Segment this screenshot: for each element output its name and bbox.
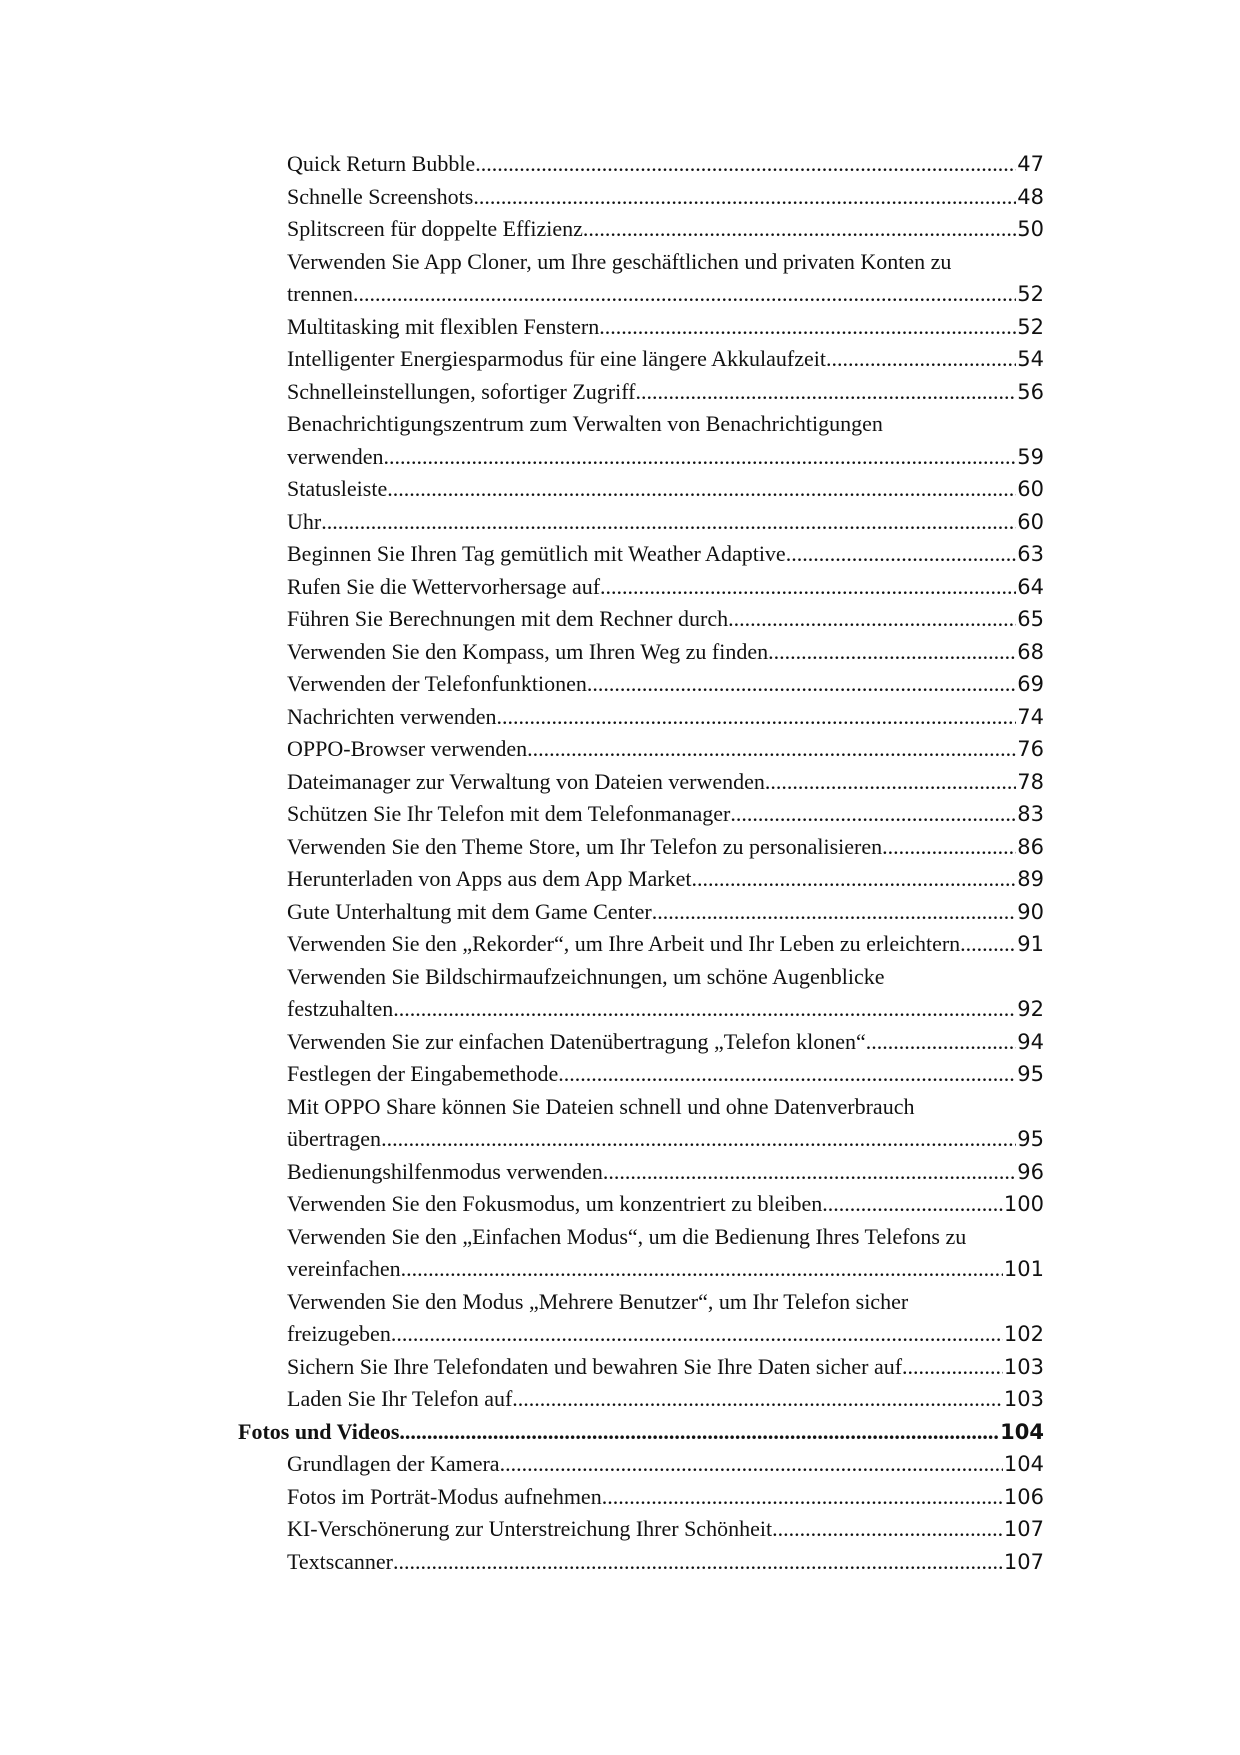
toc-page-number: 60: [1017, 477, 1044, 501]
toc-entry[interactable]: [287, 1026, 1044, 1059]
toc-entry-title: Splitscreen für doppelte Effizienz: [287, 216, 583, 241]
toc-page-number: 74: [1017, 704, 1044, 729]
toc-entry-title: Grundlagen der Kamera: [287, 1451, 500, 1476]
toc-entry-title: Intelligenter Energiesparmodus für eine längere Akkulaufzeit: [287, 346, 826, 371]
toc-entry-title: Quick Return Bubble: [287, 151, 476, 176]
toc-entry-title: Statusleiste: [287, 476, 388, 501]
dot-leader: [384, 441, 1017, 474]
toc-entry-title: Sichern Sie Ihre Telefondaten und bewahren Sie Ihre Daten sicher auf: [287, 1353, 903, 1379]
toc-entry-title: Verwenden Sie den „Rekorder“, um Ihre Arbeit und Ihr Leben zu erleichtern: [287, 931, 961, 956]
toc-entry-title: Nachrichten verwenden: [287, 703, 497, 729]
toc-page-number: 106: [1003, 1484, 1044, 1509]
toc-page-number: 48: [1017, 184, 1044, 209]
toc-entry[interactable]: [287, 701, 1044, 734]
toc-entry[interactable]: [287, 636, 1044, 669]
dot-leader: [730, 798, 1016, 831]
toc-entry-title: Verwenden Sie zur einfachen Datenübertragung „Telefon klonen“: [287, 1028, 866, 1054]
toc-page-number: 52: [1017, 314, 1044, 339]
toc-page-number: 56: [1017, 379, 1044, 404]
toc-entry-title: Bedienungshilfenmodus verwenden: [287, 1158, 603, 1184]
toc-page-number: 107: [1003, 1549, 1044, 1574]
toc-entry[interactable]: [287, 311, 1044, 344]
toc-page-number: 47: [1017, 152, 1044, 176]
toc-entry-title: Rufen Sie die Wettervorhersage auf: [287, 573, 601, 599]
toc-entry[interactable]: [287, 441, 1044, 474]
toc-entry[interactable]: [287, 506, 1044, 539]
toc-entry-title-line: Verwenden Sie den „Einfachen Modus“, um die Bedienung Ihres Telefons zu: [287, 1223, 967, 1249]
toc-page-number: 104: [1003, 1452, 1044, 1476]
dot-leader: [635, 376, 1016, 409]
toc-entry[interactable]: [287, 1058, 1044, 1091]
toc-entry-title: Multitasking mit flexiblen Fenstern: [287, 313, 600, 339]
toc-entry-title: übertragen: [287, 1126, 382, 1151]
toc-entry[interactable]: [287, 798, 1044, 831]
toc-page-number: 65: [1017, 607, 1044, 631]
toc-page-number: 103: [1003, 1387, 1044, 1411]
toc-entry[interactable]: [287, 1123, 1044, 1156]
toc-page-number: 92: [1017, 997, 1044, 1021]
toc-entry[interactable]: [287, 538, 1044, 571]
toc-entry-title: freizugeben: [287, 1321, 391, 1346]
toc-entry-title: Verwenden Sie den Kompass, um Ihren Weg zu finden: [287, 638, 769, 664]
toc-entry[interactable]: [287, 863, 1044, 896]
toc-entry-title: Textscanner: [287, 1548, 393, 1574]
toc-entry-title: Schützen Sie Ihr Telefon mit dem Telefonmanager: [287, 801, 731, 826]
toc-page-number: 100: [1003, 1192, 1044, 1216]
dot-leader: [387, 473, 1016, 506]
dot-leader: [866, 1026, 1017, 1059]
dot-leader: [393, 1546, 1003, 1579]
dot-leader: [960, 928, 1016, 961]
toc-entry-title: Festlegen der Eingabemethode: [287, 1061, 559, 1086]
toc-entry-title: Führen Sie Berechnungen mit dem Rechner durch: [287, 606, 729, 631]
toc-entry[interactable]: [287, 928, 1044, 961]
toc-entry-title: verwenden: [287, 443, 384, 469]
dot-leader: [600, 571, 1016, 604]
toc-entry-title: Dateimanager zur Verwaltung von Dateien verwenden: [287, 768, 765, 794]
toc-entry-title: Laden Sie Ihr Telefon auf: [287, 1386, 513, 1411]
toc-page-number: 69: [1017, 672, 1044, 696]
toc-page-number: 96: [1017, 1159, 1044, 1184]
toc-entry[interactable]: [287, 1448, 1044, 1481]
dot-leader: [475, 148, 1016, 181]
toc-entry-title: Herunterladen von Apps aus dem App Market: [287, 866, 692, 891]
toc-entry-title: trennen: [287, 281, 353, 306]
toc-entry-title: Schnelleinstellungen, sofortiger Zugriff: [287, 378, 636, 404]
toc-page-number: 102: [1003, 1322, 1044, 1346]
dot-leader: [765, 766, 1016, 799]
toc-page-number: 91: [1017, 932, 1044, 956]
toc-entry-title: Verwenden der Telefonfunktionen: [287, 671, 587, 696]
dot-leader: [882, 831, 1016, 864]
dot-leader: [391, 1318, 1003, 1351]
dot-leader: [527, 733, 1016, 766]
toc-entry[interactable]: [287, 571, 1044, 604]
toc-entry-title: Fotos und Videos: [238, 1418, 400, 1444]
toc-entry-title-line: Benachrichtigungszentrum zum Verwalten von Benachrichtigungen: [287, 411, 883, 436]
toc-entry[interactable]: [287, 896, 1044, 929]
toc-chapter-entry[interactable]: [238, 1416, 1044, 1449]
dot-leader: [691, 863, 1016, 896]
dot-leader: [822, 1188, 1003, 1221]
dot-leader: [902, 1351, 1003, 1384]
dot-leader: [381, 1123, 1016, 1156]
toc-entry[interactable]: [287, 1546, 1044, 1579]
toc-entry[interactable]: [287, 1253, 1044, 1286]
toc-page-number: 59: [1017, 444, 1044, 469]
dot-leader: [583, 213, 1016, 246]
toc-page-number: 78: [1017, 769, 1044, 794]
toc-entry[interactable]: [287, 733, 1044, 766]
toc-entry[interactable]: [287, 1156, 1044, 1189]
toc-page-number: 64: [1017, 574, 1044, 599]
toc-page-number: 90: [1017, 899, 1044, 924]
toc-entry[interactable]: [287, 993, 1044, 1026]
toc-page-number: 63: [1017, 542, 1044, 566]
toc-entry-title: Schnelle Screenshots: [287, 183, 474, 209]
toc-page-number: 86: [1017, 834, 1044, 859]
dot-leader: [587, 668, 1016, 701]
toc-entry-title-line: Verwenden Sie den Modus „Mehrere Benutzer“, um Ihr Telefon sicher: [287, 1288, 909, 1314]
dot-leader: [473, 181, 1016, 214]
toc-entry[interactable]: [287, 148, 1044, 181]
toc-entry[interactable]: [287, 1351, 1044, 1384]
dot-leader: [602, 1481, 1003, 1514]
toc-entry[interactable]: [287, 1383, 1044, 1416]
toc-entry[interactable]: [287, 1481, 1044, 1514]
toc-page-number: 95: [1017, 1127, 1044, 1151]
toc-entry-title: OPPO-Browser verwenden: [287, 736, 528, 761]
toc-page-number: 52: [1017, 282, 1044, 306]
toc-page-number: 76: [1017, 737, 1044, 761]
toc-page-number: 94: [1017, 1029, 1044, 1054]
toc-page-number: 68: [1017, 639, 1044, 664]
dot-leader: [603, 1156, 1016, 1189]
dot-leader: [558, 1058, 1016, 1091]
dot-leader: [768, 636, 1016, 669]
toc-entry-title-line: Verwenden Sie Bildschirmaufzeichnungen, um schöne Augenblicke: [287, 963, 885, 989]
dot-leader: [512, 1383, 1003, 1416]
toc-page-number: 103: [1003, 1354, 1044, 1379]
toc-entry-title: Beginnen Sie Ihren Tag gemütlich mit Weather Adaptive: [287, 541, 786, 566]
toc-entry[interactable]: [287, 278, 1044, 311]
table-of-contents: [0, 148, 1240, 1578]
dot-leader: [652, 896, 1017, 929]
toc-entry[interactable]: [287, 766, 1044, 799]
toc-page-number: 50: [1017, 217, 1044, 241]
toc-entry[interactable]: [287, 213, 1044, 246]
toc-page-number: 104: [1000, 1419, 1044, 1444]
toc-entry[interactable]: [287, 668, 1044, 701]
dot-leader: [786, 538, 1017, 571]
dot-leader: [599, 311, 1016, 344]
toc-entry[interactable]: [287, 473, 1044, 506]
toc-entry-title: festzuhalten: [287, 996, 394, 1021]
dot-leader: [321, 506, 1016, 539]
toc-entry-title-line: Mit OPPO Share können Sie Dateien schnell und ohne Datenverbrauch: [287, 1093, 915, 1119]
toc-entry[interactable]: [287, 376, 1044, 409]
toc-entry[interactable]: [287, 1318, 1044, 1351]
toc-entry[interactable]: [287, 343, 1044, 376]
dot-leader: [399, 1416, 999, 1449]
toc-entry[interactable]: [287, 1513, 1044, 1546]
toc-page-number: 107: [1003, 1517, 1044, 1541]
toc-page-number: 54: [1017, 347, 1044, 371]
toc-entry-title: vereinfachen: [287, 1256, 401, 1281]
dot-leader: [500, 1448, 1003, 1481]
toc-entry-title: Fotos im Porträt-Modus aufnehmen: [287, 1483, 602, 1509]
toc-entry[interactable]: [287, 1188, 1044, 1221]
dot-leader: [393, 993, 1016, 1026]
toc-page-number: 60: [1017, 509, 1044, 534]
dot-leader: [728, 603, 1016, 636]
toc-page-number: 89: [1017, 867, 1044, 891]
dot-leader: [826, 343, 1016, 376]
toc-page-number: 95: [1017, 1062, 1044, 1086]
toc-entry-title: Uhr: [287, 508, 322, 534]
toc-entry[interactable]: [287, 181, 1044, 214]
toc-entry-title: Gute Unterhaltung mit dem Game Center: [287, 898, 652, 924]
toc-entry-title: KI-Verschönerung zur Unterstreichung Ihrer Schönheit: [287, 1516, 773, 1541]
toc-entry-title: Verwenden Sie den Fokusmodus, um konzentriert zu bleiben: [287, 1191, 823, 1216]
toc-page-number: 101: [1003, 1257, 1044, 1281]
toc-page-number: 83: [1017, 802, 1044, 826]
toc-entry[interactable]: [287, 603, 1044, 636]
toc-entry[interactable]: [287, 831, 1044, 864]
dot-leader: [497, 701, 1017, 734]
dot-leader: [772, 1513, 1003, 1546]
toc-entry-title: Verwenden Sie den Theme Store, um Ihr Telefon zu personalisieren: [287, 833, 883, 859]
toc-entry-title-line: Verwenden Sie App Cloner, um Ihre geschäftlichen und privaten Konten zu: [287, 248, 952, 274]
dot-leader: [353, 278, 1016, 311]
dot-leader: [401, 1253, 1003, 1286]
